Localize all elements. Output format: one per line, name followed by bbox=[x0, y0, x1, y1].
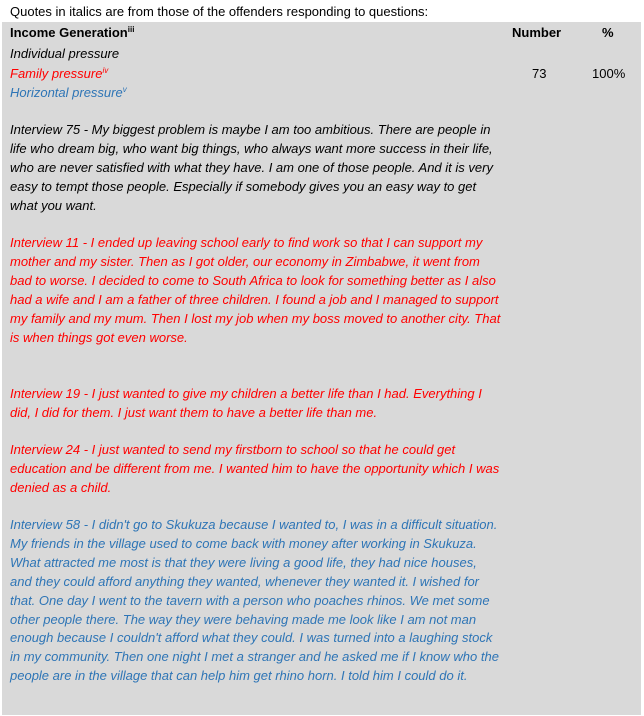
number-column-header: Number bbox=[512, 25, 562, 40]
category-label: Family pressure bbox=[10, 66, 103, 81]
quote-interview-24: Interview 24 - I just wanted to send my firstborn to school so that he could get education and be different from me. I wanted him to have the opportunity which I was denied as a child. bbox=[10, 442, 500, 495]
category-label: Individual pressure bbox=[10, 46, 120, 61]
quote-interview-75: Interview 75 - My biggest problem is maybe I am too ambitious. There are people in life who dream big, who want big things, who always want more success in their life, who are never satisfied with what they have. I am one of those people. And it is very easy to tempt those people. Especially if somebody gives you an easy way to get what you want. bbox=[10, 122, 493, 213]
category-horizontal-pressure bbox=[10, 85, 127, 101]
category-footnote: v bbox=[122, 85, 127, 94]
caption: Quotes in italics are from those of the offenders responding to questions: bbox=[10, 4, 429, 19]
table-title-text: Income Generation bbox=[10, 25, 128, 40]
quote-interview-11: Interview 11 - I ended up leaving school early to find work so that I can support my mother and my sister. Then as I got older, our economy in Zimbabwe, it went from bad to worse. I decided to come to South Africa to look for something better as I also had a wife and I am a father of three children. I found a job and I managed to support my family and my mum. Then I lost my job when my boss moved to another city. That is when things got even worse. bbox=[10, 235, 501, 345]
table-title-footnote: iii bbox=[127, 25, 135, 34]
category-label: Horizontal pressure bbox=[10, 85, 123, 100]
table-title bbox=[10, 25, 134, 41]
quote-interview-58: Interview 58 - I didn't go to Skukuza because I wanted to, I was in a difficult situation. My friends in the village used to come back with money after working in Skukuza. What attracted me most is that they were living a good life, they had nice houses, and they could afford anything they wanted, whenever they wanted it. I wished for that. One day I went to the tavern with a person who poaches rhinos. We met some other people there. The way they were behaving made me look like I am not man enough because I couldn't afford what they could. I was turned into a laughing stock in my community. Then one night I met a stranger and he asked me if I know who the people are in the village that can help him get rhino horn. I told him I could do it. bbox=[10, 517, 499, 684]
percent-column-header: % bbox=[602, 25, 614, 40]
income-generation-table bbox=[2, 22, 641, 715]
category-individual-pressure bbox=[10, 46, 119, 62]
category-family-pressure bbox=[10, 66, 108, 82]
quote-interview-19: Interview 19 - I just wanted to give my children a better life than I had. Everything I did, I did for them. I just want them to have a better life than me. bbox=[10, 386, 482, 420]
family-pressure-number: 73 bbox=[532, 66, 547, 81]
category-footnote: iv bbox=[102, 66, 109, 75]
family-pressure-percent: 100% bbox=[592, 66, 626, 81]
